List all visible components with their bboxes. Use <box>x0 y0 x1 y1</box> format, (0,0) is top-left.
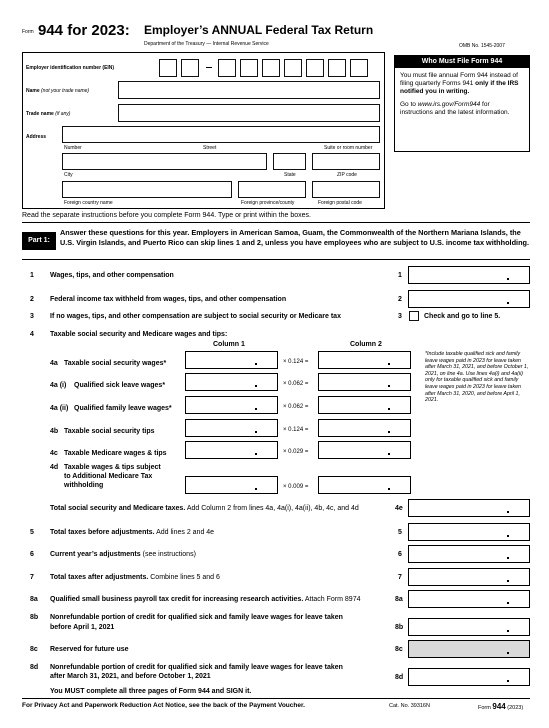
who-must-file-title: Who Must File Form 944 <box>395 56 529 68</box>
line4ai-rate: × 0.062 = <box>283 381 309 387</box>
line4aii-number: 4a (ii) <box>50 405 69 412</box>
line7-label-bold: Total taxes after adjustments. <box>50 574 149 581</box>
line3-checkbox[interactable] <box>409 311 419 321</box>
line8a-amount[interactable] <box>408 590 530 608</box>
footer-form-year: (2023) <box>507 705 524 711</box>
instructions-line: Read the separate instructions before you complete Form 944. Type or print within the boxes. <box>22 212 311 219</box>
line5-number: 5 <box>30 529 34 536</box>
line4e-label <box>50 505 359 512</box>
line4e-label-text: Add Column 2 from lines 4a, 4a(i), 4a(ii), 4b, 4c, and 4d <box>186 505 359 512</box>
who-must-file-box <box>394 55 530 152</box>
line8c-amount <box>408 640 530 658</box>
footer-form-number: 944 <box>492 702 506 711</box>
ein-digit-7[interactable] <box>306 59 324 77</box>
line4a-rate: × 0.124 = <box>283 359 309 365</box>
department-line: Department of the Treasury — Internal Revenue Service <box>144 41 269 47</box>
line8d-ref: 8d <box>395 674 404 681</box>
line8b-amount[interactable] <box>408 618 530 636</box>
divider-footer <box>22 698 530 699</box>
line8d-number: 8d <box>30 664 39 671</box>
line4d-label-2: to Additional Medicare Tax <box>64 473 153 480</box>
foreign-postal-label: Foreign postal code <box>318 200 362 206</box>
form-number: 944 for 2023: <box>38 22 130 39</box>
who-must-file-p1a: You must file annual Form 944 instead of filing quarterly Forms 941 <box>400 72 518 87</box>
line6-label-bold: Current year’s adjustments <box>50 551 141 558</box>
line4-label: Taxable social security and Medicare wages and tips: <box>50 331 228 338</box>
line8c-number: 8c <box>30 646 38 653</box>
line7-label-text: Combine lines 5 and 6 <box>150 574 220 581</box>
line5-amount[interactable] <box>408 523 530 541</box>
line4aii-col1[interactable] <box>185 396 278 414</box>
city-field[interactable] <box>62 153 267 170</box>
address-label: Address <box>26 134 47 140</box>
omb-number: OMB No. 1545-2007 <box>459 43 505 49</box>
foreign-province-label: Foreign province/county <box>241 200 295 206</box>
line4aii-col2[interactable] <box>318 396 411 414</box>
line8b-label-2: before April 1, 2021 <box>50 624 115 631</box>
line4a-number: 4a <box>50 360 58 367</box>
line5-label-text: Add lines 2 and 4e <box>156 529 215 536</box>
line4d-rate: × 0.009 = <box>283 484 309 490</box>
line8b-ref: 8b <box>395 624 404 631</box>
who-must-file-p1b: only if the IRS notified you in writing. <box>400 80 519 95</box>
line3-ref: 3 <box>398 313 402 320</box>
line4b-col1[interactable] <box>185 419 278 437</box>
line1-label: Wages, tips, and other compensation <box>50 272 174 279</box>
trade-label-text: Trade name <box>26 111 54 117</box>
line8a-number: 8a <box>30 596 38 603</box>
line8d-amount[interactable] <box>408 668 530 686</box>
ein-dash <box>206 67 212 68</box>
line4c-rate: × 0.029 = <box>283 449 309 455</box>
line4a-label: Taxable social security wages* <box>64 360 167 367</box>
number-label: Number <box>64 145 82 151</box>
ein-digit-4[interactable] <box>240 59 258 77</box>
line5-label-bold: Total taxes before adjustments. <box>50 529 155 536</box>
trade-label-hint: (if any) <box>55 111 71 117</box>
line4aii-rate: × 0.062 = <box>283 404 309 410</box>
address-street-field[interactable] <box>62 126 380 143</box>
line4b-label: Taxable social security tips <box>64 428 155 435</box>
line8a-label-bold: Qualified small business payroll tax credit for increasing research activities. <box>50 596 304 603</box>
line2-amount[interactable] <box>408 290 530 308</box>
line4-number: 4 <box>30 331 34 338</box>
line1-ref: 1 <box>398 272 402 279</box>
ein-digit-8[interactable] <box>328 59 346 77</box>
suite-label: Suite or room number <box>324 145 373 151</box>
city-label: City <box>64 172 73 178</box>
line4a-col1[interactable] <box>185 351 278 369</box>
divider-part1 <box>22 259 530 260</box>
line4aii-label: Qualified family leave wages* <box>74 405 172 412</box>
column1-header: Column 1 <box>213 341 245 348</box>
ein-digit-3[interactable] <box>218 59 236 77</box>
foreign-country-label: Foreign country name <box>64 200 113 206</box>
must-complete-note: You MUST complete all three pages of Form 944 and SIGN it. <box>50 688 252 695</box>
line3-label: If no wages, tips, and other compensation are subject to social security or Medicare tax <box>50 313 341 320</box>
line4d-col2[interactable] <box>318 476 411 494</box>
line6-ref: 6 <box>398 551 402 558</box>
part1-instructions: Answer these questions for this year. Employers in American Samoa, Guam, the Commonwealth of the Northern Mariana Islands, the U.S. Virgin Islands, and Puerto Rico can skip lines 1 and 2, unless you have employees who are subject to U.S. income tax withholding. <box>60 228 530 247</box>
divider-top <box>22 222 530 223</box>
line4e-label-bold: Total social security and Medicare taxes. <box>50 505 186 512</box>
ein-digit-2[interactable] <box>181 59 199 77</box>
ein-digit-9[interactable] <box>350 59 368 77</box>
form-title: Employer’s ANNUAL Federal Tax Return <box>144 23 374 37</box>
line4ai-col2[interactable] <box>318 373 411 391</box>
line4e-ref: 4e <box>395 505 403 512</box>
line6-label <box>50 551 196 558</box>
line4c-number: 4c <box>50 450 58 457</box>
privacy-notice: For Privacy Act and Paperwork Reduction Act Notice, see the back of the Payment Voucher. <box>22 702 305 709</box>
line4ai-col1[interactable] <box>185 373 278 391</box>
state-label: State <box>284 172 296 178</box>
name-label <box>26 88 89 94</box>
line3-check-label: Check and go to line 5. <box>424 313 501 320</box>
line4b-number: 4b <box>50 428 59 435</box>
irs-link[interactable]: www.irs.gov/Form944 <box>417 101 481 108</box>
foreign-postal-field[interactable] <box>312 181 380 198</box>
line4e-amount[interactable] <box>408 499 530 517</box>
who-must-file-para1 <box>395 68 529 96</box>
ein-digit-5[interactable] <box>262 59 280 77</box>
line4d-col1[interactable] <box>185 476 278 494</box>
line4c-label: Taxable Medicare wages & tips <box>64 450 167 457</box>
footer-form-word: Form <box>478 705 491 711</box>
column2-header: Column 2 <box>350 341 382 348</box>
foreign-country-field[interactable] <box>62 181 232 198</box>
ein-label: Employer identification number (EIN) <box>26 65 115 71</box>
line8a-label-text: Attach Form 8974 <box>304 596 361 603</box>
qualified-wages-note: *Include taxable qualified sick and family leave wages paid in 2023 for leave taken after March 31, 2021, and before October 1, 2021, on line 4a. Use lines 4a(i) and 4a(ii) only for taxable qualified sick and family leave wages paid in 2023 for leave taken after March 31, 2020, and before April 1, 2021. <box>425 351 529 404</box>
name-field[interactable] <box>118 81 380 99</box>
line4b-col2[interactable] <box>318 419 411 437</box>
catalog-number: Cat. No. 39316N <box>389 703 430 709</box>
line6-label-text: (see instructions) <box>142 551 196 558</box>
zip-field[interactable] <box>312 153 380 170</box>
who-must-file-p2a: Go to <box>400 101 416 108</box>
line6-number: 6 <box>30 551 34 558</box>
who-must-file-para2 <box>395 96 529 117</box>
state-field[interactable] <box>273 153 306 170</box>
line4ai-number: 4a (i) <box>50 382 67 389</box>
line8b-label-1: Nonrefundable portion of credit for qualified sick and family leave wages for leave taken <box>50 614 343 621</box>
trade-name-label <box>26 111 70 117</box>
line1-amount[interactable] <box>408 266 530 284</box>
line7-number: 7 <box>30 574 34 581</box>
line4c-col2[interactable] <box>318 441 411 459</box>
line8a-label <box>50 596 360 603</box>
line5-ref: 5 <box>398 529 402 536</box>
line8d-label-1: Nonrefundable portion of credit for qualified sick and family leave wages for leave taken <box>50 664 343 671</box>
line4ai-label: Qualified sick leave wages* <box>74 382 166 389</box>
line4d-number: 4d <box>50 464 59 471</box>
ein-digit-1[interactable] <box>159 59 177 77</box>
street-label: Street <box>203 145 217 151</box>
zip-label: ZIP code <box>337 172 357 178</box>
ein-digit-6[interactable] <box>284 59 302 77</box>
part1-label: Part 1: <box>22 232 56 250</box>
footer-form-ref <box>478 702 523 711</box>
line4c-col1[interactable] <box>185 441 278 459</box>
line8c-ref: 8c <box>395 646 403 653</box>
line7-ref: 7 <box>398 574 402 581</box>
line5-label <box>50 529 214 536</box>
line7-label <box>50 574 220 581</box>
line8d-label-2: after March 31, 2021, and before October 1, 2021 <box>50 673 211 680</box>
line2-label: Federal income tax withheld from wages, tips, and other compensation <box>50 296 287 303</box>
line3-number: 3 <box>30 313 34 320</box>
line4a-col2[interactable] <box>318 351 411 369</box>
line4b-rate: × 0.124 = <box>283 427 309 433</box>
line8c-label: Reserved for future use <box>50 646 129 653</box>
line7-amount[interactable] <box>408 568 530 586</box>
line4d-label-3: withholding <box>64 482 104 489</box>
line4d-label-1: Taxable wages & tips subject <box>64 464 161 471</box>
form-word: Form <box>22 29 34 35</box>
line8b-number: 8b <box>30 614 39 621</box>
name-label-text: Name <box>26 88 40 94</box>
line6-amount[interactable] <box>408 545 530 563</box>
who-must-file-p2b: for instructions and the latest information. <box>400 101 510 116</box>
line2-number: 2 <box>30 296 34 303</box>
name-label-hint: (not your trade name) <box>41 88 90 94</box>
trade-name-field[interactable] <box>118 104 380 122</box>
line2-ref: 2 <box>398 296 402 303</box>
line8a-ref: 8a <box>395 596 403 603</box>
foreign-province-field[interactable] <box>238 181 306 198</box>
line1-number: 1 <box>30 272 34 279</box>
